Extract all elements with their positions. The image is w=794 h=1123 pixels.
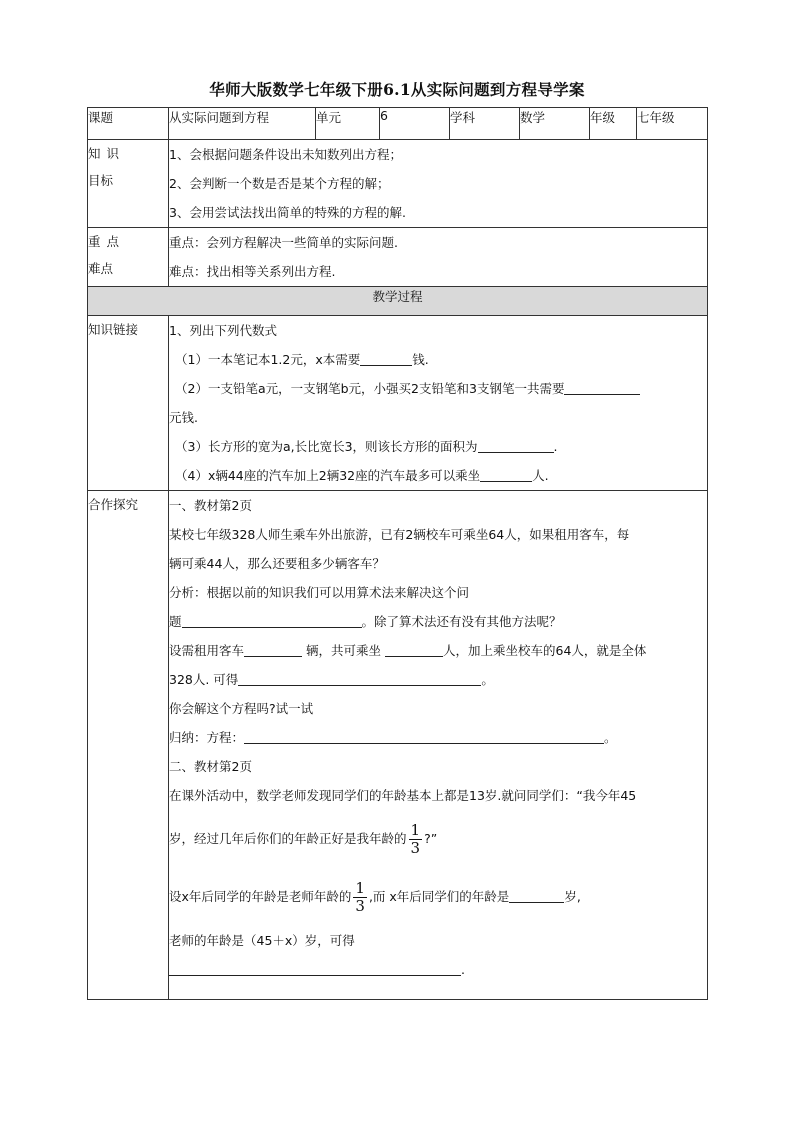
try-it-line: 你会解这个方程吗?试一试 <box>169 701 314 716</box>
lesson-plan-table <box>87 107 708 1000</box>
keypoint-item: 重点：会列方程解决一些简单的实际问题. <box>169 235 398 250</box>
grade-value: 七年级 <box>637 108 708 140</box>
cooperation-content <box>169 491 708 1000</box>
answer-blank[interactable] <box>509 887 564 903</box>
teacher-age-line: 老师的年龄是（45＋x）岁，可得 <box>169 933 355 948</box>
answer-blank[interactable] <box>182 612 362 628</box>
keypoints-content <box>169 228 708 287</box>
link-heading: 1、列出下列代数式 <box>169 323 277 338</box>
goals-row <box>88 140 708 228</box>
setup-line-2: 328人. 可得 。 <box>169 672 494 687</box>
cooperation-label: 合作探究 <box>88 491 169 1000</box>
course-label: 课题 <box>88 108 169 140</box>
keypoint-item: 难点：找出相等关系列出方程. <box>169 264 336 279</box>
equation-line: . <box>169 955 707 984</box>
fraction-one-third: $\frac{1}{3}$ <box>355 879 365 915</box>
header-row <box>88 108 708 140</box>
course-value: 从实际问题到方程 <box>169 108 316 140</box>
section-2-title: 二、教材第2页 <box>169 759 252 774</box>
analysis-line-1: 分析：根据以前的知识我们可以用算术法来解决这个问 <box>169 585 470 600</box>
keypoints-row <box>88 228 708 287</box>
goals-content <box>169 140 708 228</box>
cooperation-row <box>88 491 708 1000</box>
problem-1-line-1: 某校七年级328人师生乘车外出旅游，已有2辆校车可乘坐64人，如果租用客车，每 <box>169 527 630 542</box>
question-2: （2）一支铅笔a元，一支钢笔b元，小强买2支铅笔和3支钢笔一共需要 <box>169 374 707 403</box>
answer-blank[interactable] <box>480 466 532 482</box>
goal-item: 1、会根据问题条件设出未知数列出方程； <box>169 147 402 162</box>
fraction-one-third: $\frac{1}{3}$ <box>410 821 421 857</box>
question-4: （4）x辆44座的汽车加上2辆32座的汽车最多可以乘坐 人. <box>175 468 549 483</box>
process-title: 教学过程 <box>88 287 708 316</box>
problem-1-line-2: 辆可乘44人，那么还要租多少辆客车？ <box>169 556 385 571</box>
unit-value: 6 <box>380 108 450 140</box>
answer-blank[interactable] <box>564 379 640 395</box>
process-band <box>88 287 708 316</box>
question-3: （3）长方形的宽为a,长比宽长3，则该长方形的面积为 . <box>175 439 558 454</box>
knowledge-link-label: 知识链接 <box>88 316 169 491</box>
problem-2-setup-line: 设x年后同学的年龄是老师年龄的 $\frac{1}{3}$ ,而 x年后同学们的年龄是 岁, <box>169 879 581 915</box>
answer-blank[interactable] <box>169 960 461 976</box>
answer-blank[interactable] <box>244 641 302 657</box>
section-1-title: 一、教材第2页 <box>169 498 252 513</box>
answer-blank[interactable] <box>360 350 412 366</box>
problem-2-line-2: 岁，经过几年后你们的年龄正好是我年龄的 $\frac{1}{3}$ ?” <box>169 821 438 857</box>
goals-label: 知识 目标 <box>88 140 169 228</box>
answer-blank[interactable] <box>385 641 443 657</box>
answer-blank[interactable] <box>244 728 604 744</box>
knowledge-link-row <box>88 316 708 491</box>
problem-2-line-1: 在课外活动中，数学老师发现同学们的年龄基本上都是13岁.就问同学们：“我今年45 <box>169 788 637 803</box>
subject-value: 数学 <box>520 108 590 140</box>
question-2-cont: 元钱. <box>169 410 198 425</box>
setup-line-1: 设需租用客车 辆，共可乘坐 人，加上乘坐校车的64人，就是全体 <box>169 643 647 658</box>
summary-line: 归纳：方程： 。 <box>169 730 617 745</box>
question-1: （1）一本笔记本1.2元，x本需要 钱. <box>175 352 429 367</box>
knowledge-link-content <box>169 316 708 491</box>
answer-blank[interactable] <box>478 437 554 453</box>
unit-label: 单元 <box>316 108 380 140</box>
keypoints-label: 重点 难点 <box>88 228 169 287</box>
page-title: 华师大版数学七年级下册6.1从实际问题到方程导学案 <box>209 80 585 99</box>
grade-label: 年级 <box>590 108 637 140</box>
subject-label: 学科 <box>450 108 520 140</box>
goal-item: 3、会用尝试法找出简单的特殊的方程的解. <box>169 205 406 220</box>
answer-blank[interactable] <box>238 670 481 686</box>
analysis-line-2: 题 。除了算术法还有没有其他方法呢？ <box>169 614 562 629</box>
goal-item: 2、会判断一个数是否是某个方程的解； <box>169 176 390 191</box>
